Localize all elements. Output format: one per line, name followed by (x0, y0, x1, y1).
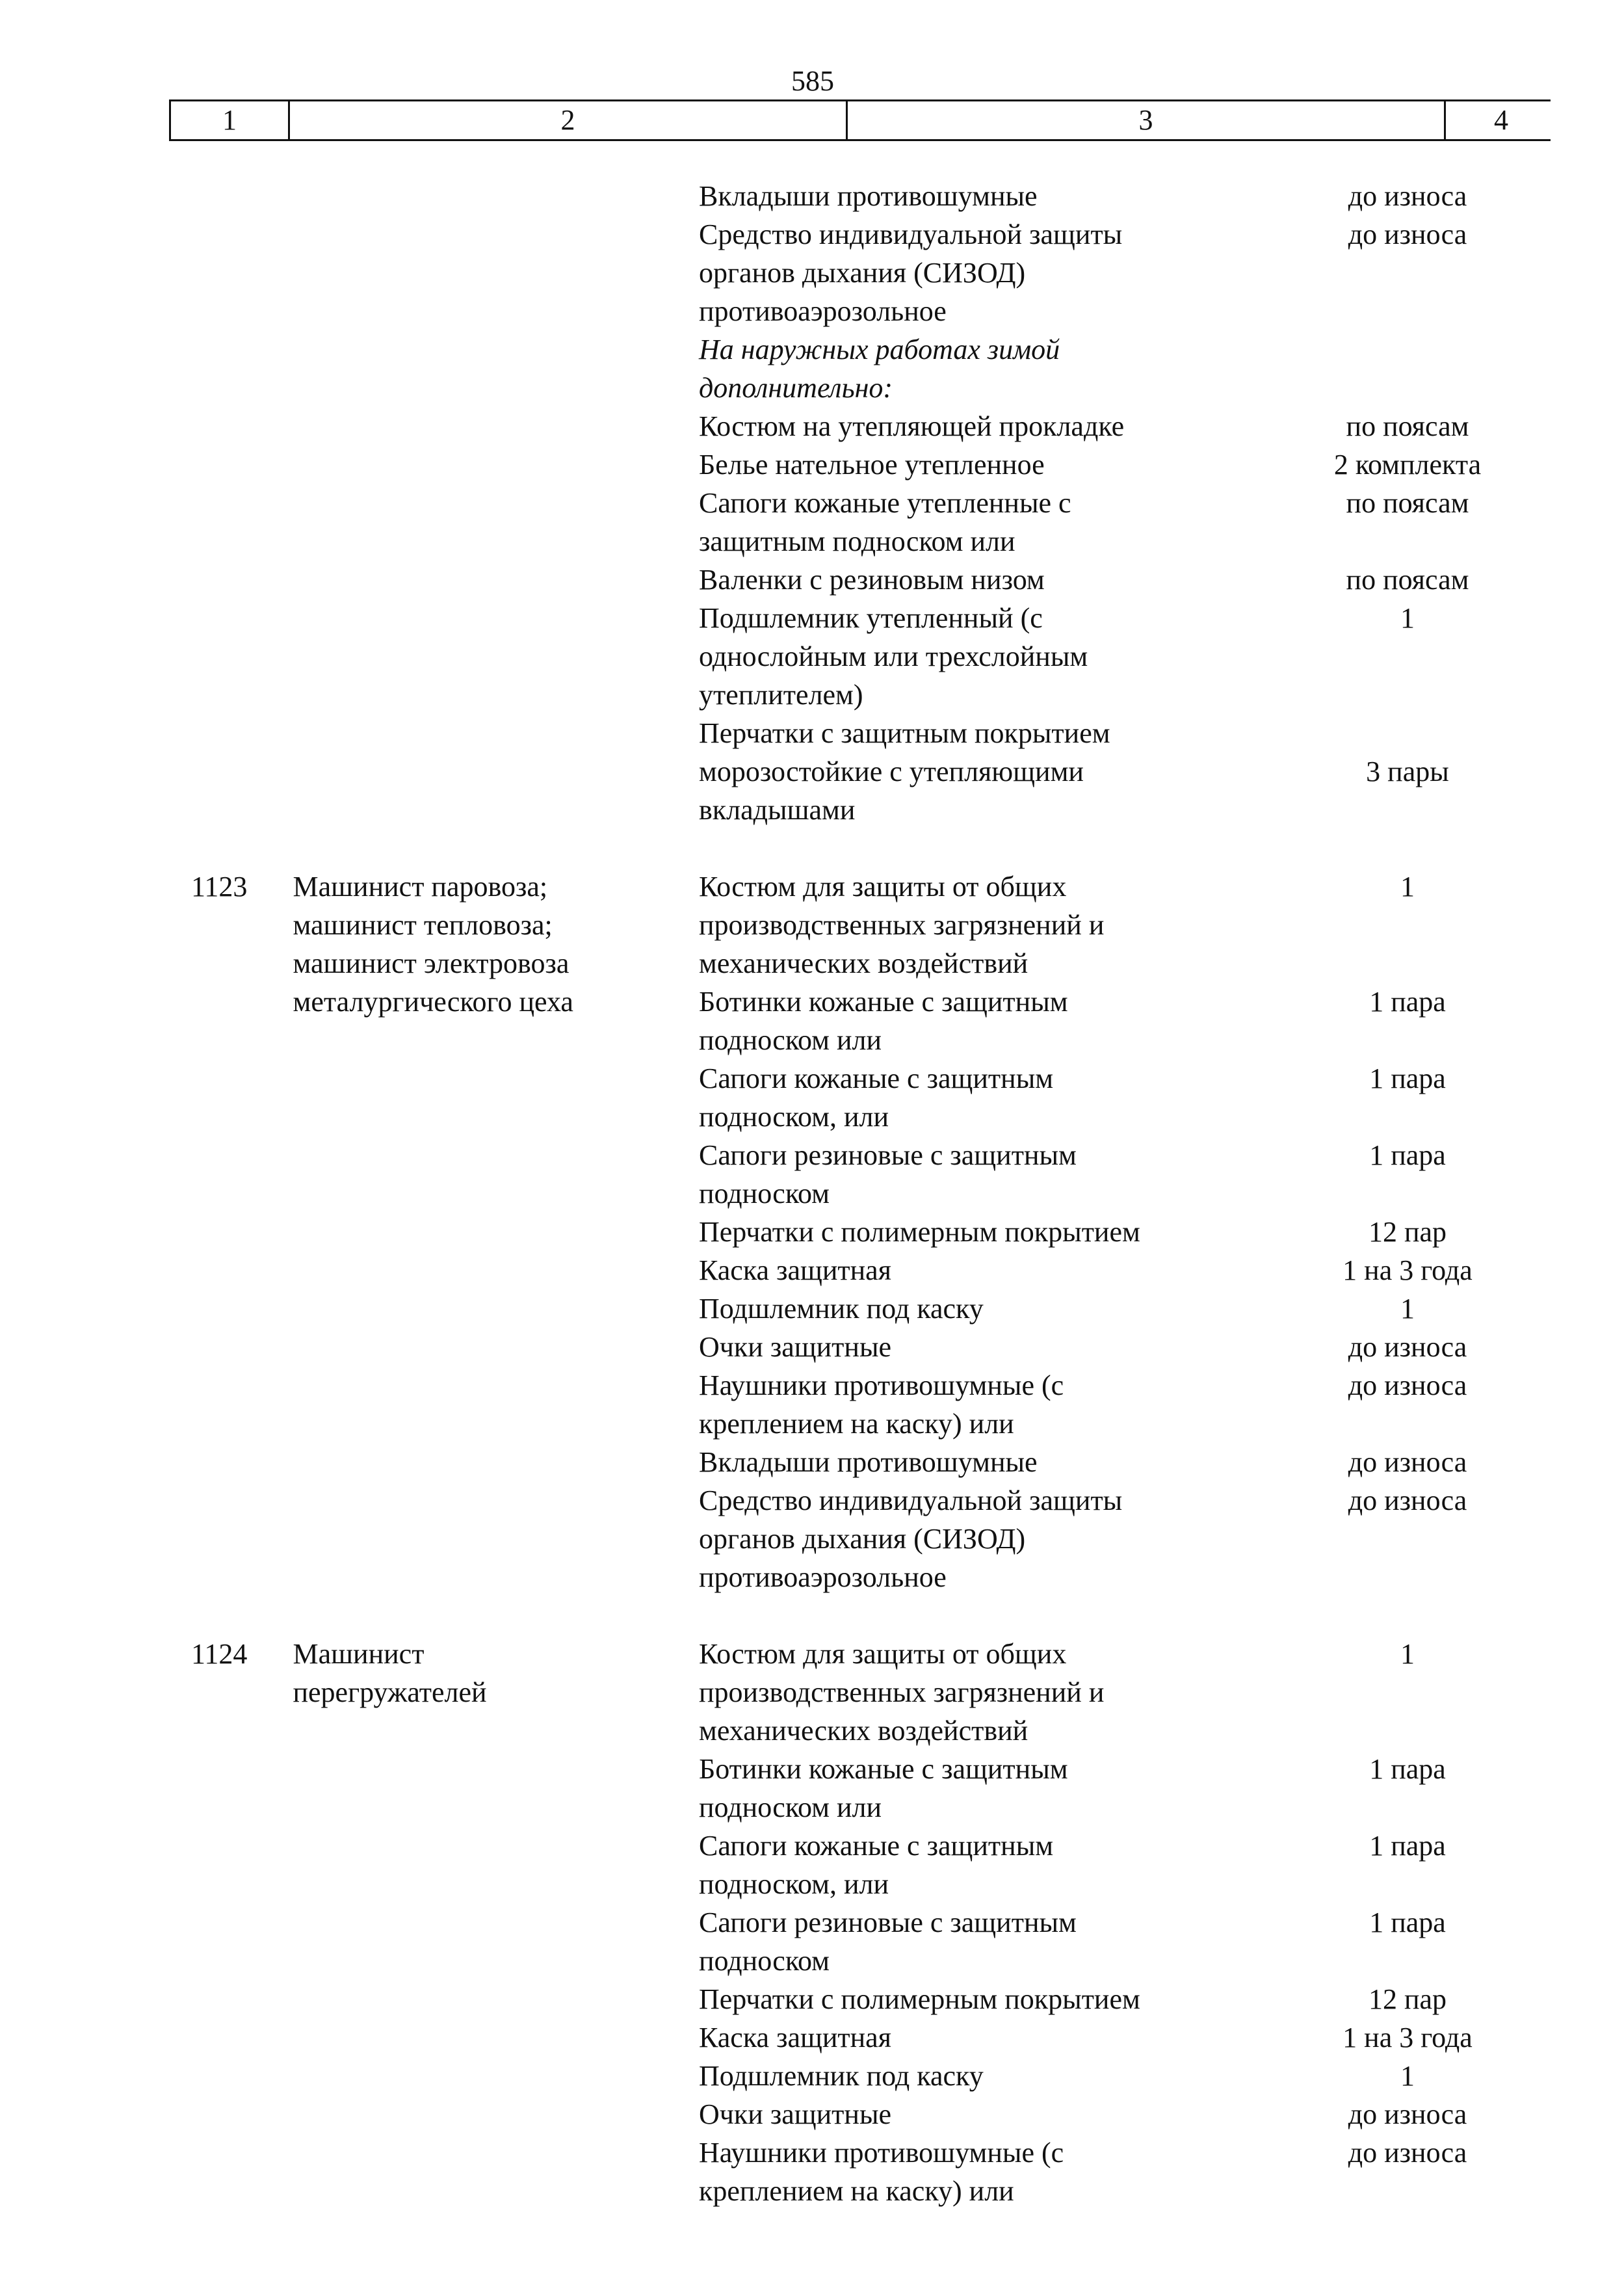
item-description: Наушники противошумные (с креплением на каску) или (699, 2137, 1064, 2207)
item-norm: до износа (1348, 2098, 1467, 2130)
list-item (692, 484, 1551, 561)
row-profession: Машинист паровоза; машинист тепловоза; машинист электровоза металургического цеха (293, 871, 573, 1018)
list-item (692, 714, 1551, 829)
list-item (692, 1328, 1551, 1366)
item-description: Перчатки с полимерным покрытием (699, 1216, 1140, 1248)
list-item (692, 1366, 1551, 1443)
list-item (692, 2018, 1551, 2057)
item-norm: до износа (1348, 2137, 1467, 2169)
item-norm: 1 (1400, 602, 1415, 634)
item-norm: по поясам (1346, 564, 1469, 596)
item-description: Вкладыши противошумные (699, 1446, 1038, 1478)
list-item (692, 1443, 1551, 1481)
list-item (692, 2095, 1551, 2133)
item-description: Валенки с резиновым низом (699, 564, 1045, 596)
list-item (692, 599, 1551, 714)
item-list (692, 1635, 1551, 2210)
row-number: 1123 (191, 871, 248, 903)
list-item (692, 561, 1551, 599)
table-row-1124 (169, 1635, 1551, 2210)
list-item (692, 2133, 1551, 2210)
item-description: Сапоги резиновые с защитным подноском (699, 1907, 1077, 1977)
list-item (692, 1059, 1551, 1136)
item-description: Средство индивидуальной защиты органов дыхания (СИЗОД) противоаэрозольное (699, 1484, 1123, 1593)
winter-heading: На наружных работах зимой дополнительно: (699, 334, 1060, 404)
item-norm: 1 (1400, 2060, 1415, 2092)
list-item (692, 1903, 1551, 1980)
list-item (692, 177, 1551, 215)
item-norm: 1 на 3 года (1342, 2022, 1473, 2053)
list-item (692, 215, 1551, 330)
list-item (692, 1481, 1551, 1596)
item-description: Костюм для защиты от общих производственных загрязнений и механических воздействий (699, 1638, 1105, 1747)
list-item (692, 1750, 1551, 1827)
item-norm: 3 пары (1366, 756, 1449, 787)
item-description: Подшлемник под каску (699, 1293, 984, 1325)
item-norm: 12 пар (1368, 1216, 1447, 1248)
item-norm: до износа (1348, 1484, 1467, 1516)
item-norm: 12 пар (1368, 1983, 1447, 2015)
header-col-4-label: 4 (1494, 104, 1508, 136)
item-description: Перчатки с полимерным покрытием (699, 1983, 1140, 2015)
header-col-4 (1444, 101, 1552, 139)
list-item (692, 2057, 1551, 2095)
header-col-1: 1 (222, 104, 237, 136)
table-row-continuation (169, 177, 1551, 829)
item-description: Подшлемник под каску (699, 2060, 984, 2092)
header-col-2: 2 (288, 101, 846, 139)
item-description: Сапоги кожаные с защитным подноском, или (699, 1830, 1054, 1900)
item-norm: 1 (1400, 871, 1415, 903)
item-norm: 1 на 3 года (1342, 1254, 1473, 1286)
item-description: Каска защитная (699, 2022, 891, 2053)
item-norm: по поясам (1346, 487, 1469, 519)
item-description: Ботинки кожаные с защитным подноском или (699, 1753, 1068, 1823)
item-norm: 1 (1400, 1638, 1415, 1670)
item-norm: до износа (1348, 1369, 1467, 1401)
item-norm: 1 пара (1369, 1830, 1446, 1862)
row-gap (169, 1596, 1551, 1635)
item-norm: 1 пара (1369, 1907, 1446, 1938)
item-norm: 1 пара (1369, 1062, 1446, 1094)
item-norm: до износа (1348, 218, 1467, 250)
item-description: Каска защитная (699, 1254, 891, 1286)
list-item (692, 1827, 1551, 1903)
list-item (692, 867, 1551, 983)
item-description: Средство индивидуальной защиты органов дыхания (СИЗОД) противоаэрозольное (699, 218, 1123, 327)
table-row-1123 (169, 867, 1551, 1596)
row-gap (169, 829, 1551, 867)
item-norm: до износа (1348, 1446, 1467, 1478)
header-col-3: 3 (846, 101, 1444, 139)
item-norm: 1 пара (1369, 986, 1446, 1018)
item-norm: по поясам (1346, 410, 1469, 442)
list-item (692, 1635, 1551, 1750)
list-item (692, 445, 1551, 484)
item-list (692, 177, 1551, 829)
item-description: Наушники противошумные (с креплением на каску) или (699, 1369, 1064, 1440)
list-item (692, 1289, 1551, 1328)
item-list (692, 867, 1551, 1596)
table-header (169, 99, 1551, 141)
page-number: 585 (791, 65, 834, 97)
item-description: Сапоги кожаные с защитным подноском, или (699, 1062, 1054, 1133)
item-description: Перчатки с защитным покрытием морозостойкие с утепляющими вкладышами (699, 717, 1110, 826)
item-description: Очки защитные (699, 2098, 892, 2130)
item-norm: до износа (1348, 180, 1467, 212)
item-norm: 1 пара (1369, 1139, 1446, 1171)
row-number: 1124 (191, 1638, 248, 1670)
item-description: Вкладыши противошумные (699, 180, 1038, 212)
item-norm: 1 пара (1369, 1753, 1446, 1785)
item-description: Сапоги кожаные утепленные с защитным подноском или (699, 487, 1071, 557)
list-item (692, 407, 1551, 445)
item-description: Костюм для защиты от общих производственных загрязнений и механических воздействий (699, 871, 1105, 979)
list-item (692, 1213, 1551, 1251)
item-description: Костюм на утепляющей прокладке (699, 410, 1125, 442)
list-item (692, 983, 1551, 1059)
item-description: Очки защитные (699, 1331, 892, 1363)
item-norm: 2 комплекта (1333, 449, 1482, 481)
item-description: Сапоги резиновые с защитным подноском (699, 1139, 1077, 1209)
item-description: Подшлемник утепленный (с однослойным или трехслойным утеплителем) (699, 602, 1088, 711)
list-item (692, 1980, 1551, 2018)
list-item (692, 1251, 1551, 1289)
item-norm: до износа (1348, 1331, 1467, 1363)
row-profession: Машинист перегружателей (293, 1638, 487, 1708)
item-description: Белье нательное утепленное (699, 449, 1045, 481)
item-norm: 1 (1400, 1293, 1415, 1325)
item-description: Ботинки кожаные с защитным подноском или (699, 986, 1068, 1056)
list-item (692, 1136, 1551, 1213)
table-body (169, 177, 1551, 2210)
